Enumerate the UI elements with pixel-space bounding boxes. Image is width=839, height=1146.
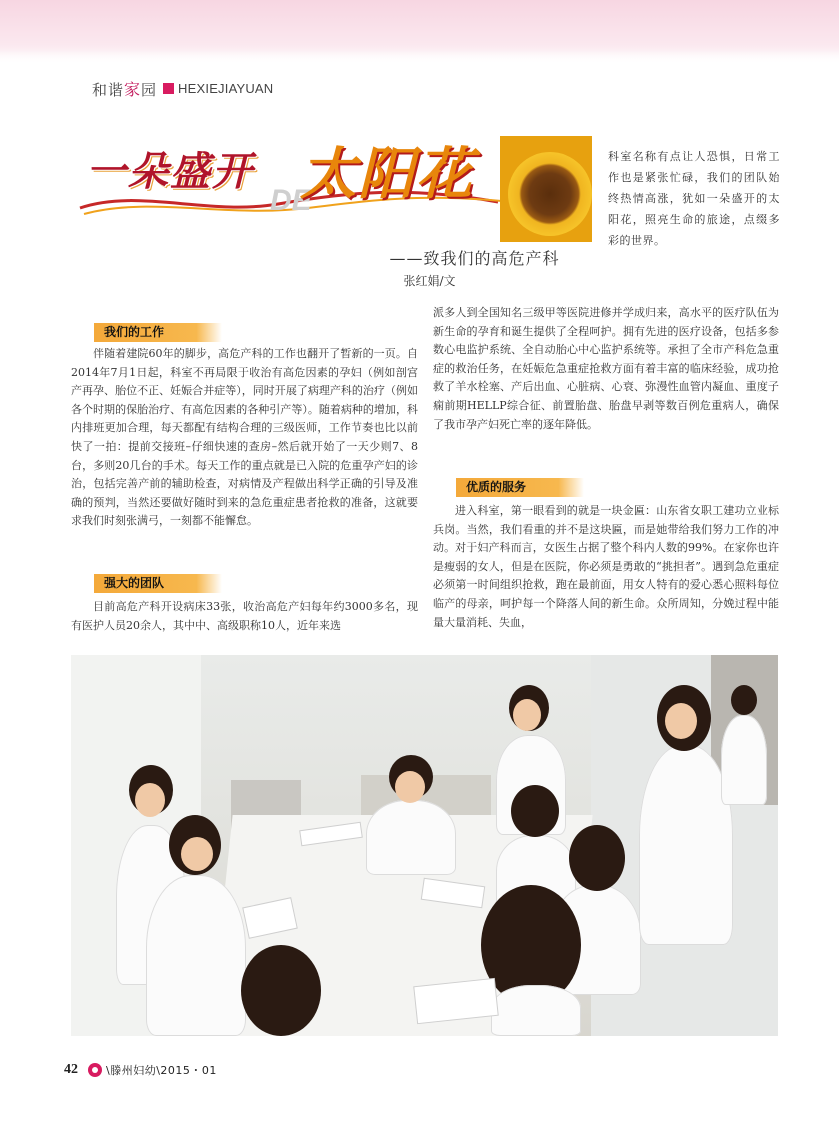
title-part-1: 一朵盛开 [86, 149, 254, 195]
paragraph-team: 目前高危产科开设病床33张，收治高危产妇每年约3000多名，现有医护人员20余人，其中中、高级职称10人，近年来选 [71, 600, 418, 632]
page-number: 42 [64, 1062, 78, 1077]
title-part-2: 太阳花 [300, 142, 474, 207]
body-column-right-top [433, 304, 779, 434]
section-name-cn: 和谐家园 [92, 79, 158, 99]
team-meeting-photo [71, 655, 778, 1036]
paragraph-team-continued: 派多人到全国知名三级甲等医院进修并学成归来，高水平的医疗队伍为新生命的孕育和诞生提供了全程呵护。拥有先进的医疗设备，包括多参数心电监护系统、全自动胎心中心监护系统等。承担了全市产科危急重症的救治任务，在妊娠危急重症抢救方面有着丰富的临床经验，成功抢救了羊水栓塞、产后出血、心脏病、心衰、弥漫性血管内凝血、重度子痫前期HELLP综合征、前置胎盘、胎盘早剥等数百例危重病人，确保了我市孕产妇死亡率的逐年降低。 [433, 306, 779, 431]
page-footer [64, 1061, 217, 1079]
article-author: 张红娟/文 [403, 274, 456, 288]
body-column-left-bottom [71, 598, 418, 635]
paragraph-service: 进入科室，第一眼看到的就是一块金匾：山东省女职工建功立业标兵岗。当然，我们看重的并不是这块匾，而是她带给我们努力工作的冲动。对于妇产科而言，女医生占据了整个科内人数的99%。在家你也许是瘦弱的女人，但是在医院，你必须是勇敢的“挑担者”。遇到急危重症必须第一时间组织抢救，跑在最前面，用女人特有的爱心悉心照料每位临产的母亲，呵护每一个降落人间的新生命。众所周知，分娩过程中能量大量消耗、失血， [433, 504, 779, 629]
intro-paragraph: 科室名称有点让人恐惧，日常工作也是紧张忙碌，我们的团队始终热情高涨，犹如一朵盛开的太阳花，照亮生命的旅途，点缀多彩的世界。 [608, 150, 780, 247]
section-header [92, 78, 273, 98]
body-column-left-top [71, 345, 418, 531]
section-heading-service: 优质的服务 [456, 478, 584, 497]
section-heading-team: 强大的团队 [94, 574, 222, 593]
article-subtitle: ——致我们的高危产科 [389, 249, 560, 268]
magazine-logo-icon [88, 1063, 102, 1077]
magazine-issue: \滕州妇幼\2015・01 [106, 1064, 217, 1077]
paragraph-work: 伴随着建院60年的脚步，高危产科的工作也翻开了暂新的一页。自2014年7月1日起，科室不再局限于收治有高危因素的孕妇（例如剖宫产再孕、胎位不正、妊娠合并症等），同时开展了病理产科的治疗（例如各个时期的保胎治疗、有高危因素的各种引产等）。随着病种的增加，科内排班更加合理，每天都配有结构合理的三级医师，工作节奏也比以前快了一拍：提前交接班–仔细快速的查房–然后就开始了一天少则7、8台，多则20几台的手术。每天工作的重点就是已入院的危重孕产妇的诊治，包括完善产前的辅助检查，对病情及产程做出科学正确的引导及准确的预判，当然还要做好随时到来的急危重症患者抢救的准备，这就要求我们时刻张满弓，一刻都不能懈怠。 [71, 347, 418, 528]
top-decorative-band [0, 0, 839, 64]
section-square-icon [163, 83, 174, 94]
section-name-en: HEXIEJIAYUAN [178, 80, 274, 96]
sunflower-image [500, 136, 592, 242]
section-heading-work: 我们的工作 [94, 323, 222, 342]
title-de: DE [270, 184, 312, 217]
body-column-right-bottom [433, 502, 779, 632]
